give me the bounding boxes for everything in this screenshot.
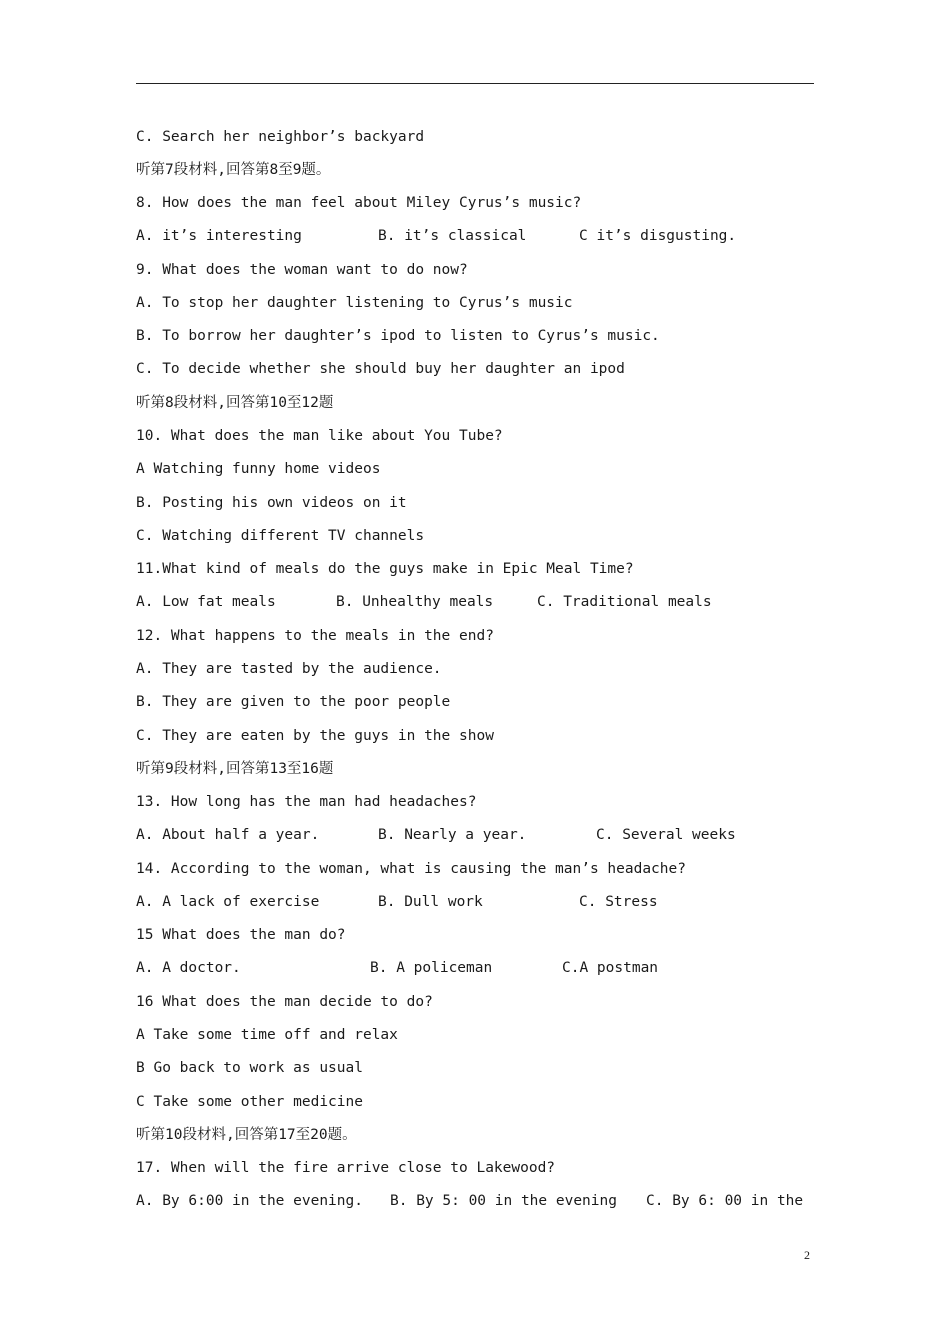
option-10c: C. Watching different TV channels bbox=[136, 528, 425, 544]
option-17a: A. By 6:00 in the evening. bbox=[136, 1193, 363, 1209]
question-16: 16 What does the man decide to do? bbox=[136, 994, 433, 1010]
question-14: 14. According to the woman, what is causing the man’s headache? bbox=[136, 861, 686, 877]
option-14b: B. Dull work bbox=[378, 894, 483, 910]
options-17 bbox=[136, 1191, 816, 1271]
header-rule bbox=[136, 83, 814, 84]
option-12c: C. They are eaten by the guys in the show bbox=[136, 728, 494, 744]
question-11: 11.What kind of meals do the guys make in Epic Meal Time? bbox=[136, 561, 634, 577]
option-16a: A Take some time off and relax bbox=[136, 1027, 398, 1043]
option-9a: A. To stop her daughter listening to Cyrus’s music bbox=[136, 295, 573, 311]
option-8b: B. it’s classical bbox=[378, 228, 527, 244]
option-9c: C. To decide whether she should buy her daughter an ipod bbox=[136, 361, 625, 377]
section-heading-9: 听第9段材料,回答第13至16题 bbox=[136, 761, 334, 777]
option-17c: C. By 6: 00 in the bbox=[646, 1193, 804, 1209]
option-15a: A. A doctor. bbox=[136, 960, 241, 976]
option-11b: B. Unhealthy meals bbox=[336, 594, 494, 610]
option-17b: B. By 5: 00 in the evening bbox=[390, 1193, 617, 1209]
question-12: 12. What happens to the meals in the end? bbox=[136, 628, 494, 644]
section-heading-10: 听第10段材料,回答第17至20题。 bbox=[136, 1127, 357, 1143]
option-15c: C.A postman bbox=[562, 960, 659, 976]
option-9b: B. To borrow her daughter’s ipod to listen to Cyrus’s music. bbox=[136, 328, 660, 344]
section-heading-7: 听第7段材料,回答第8至9题。 bbox=[136, 162, 331, 178]
page-number: 2 bbox=[804, 1248, 810, 1262]
option-13b: B. Nearly a year. bbox=[378, 827, 527, 843]
option-15b: B. A policeman bbox=[370, 960, 493, 976]
option-16b: B Go back to work as usual bbox=[136, 1060, 363, 1076]
option-8a: A. it’s interesting bbox=[136, 228, 302, 244]
option-10b: B. Posting his own videos on it bbox=[136, 495, 407, 511]
option-8c: C it’s disgusting. bbox=[579, 228, 737, 244]
question-9: 9. What does the woman want to do now? bbox=[136, 262, 468, 278]
option-16c: C Take some other medicine bbox=[136, 1094, 363, 1110]
option-13c: C. Several weeks bbox=[596, 827, 736, 843]
question-10: 10. What does the man like about You Tube? bbox=[136, 428, 503, 444]
section-heading-8: 听第8段材料,回答第10至12题 bbox=[136, 395, 334, 411]
option-10a: A Watching funny home videos bbox=[136, 461, 381, 477]
question-15: 15 What does the man do? bbox=[136, 927, 346, 943]
option-14c: C. Stress bbox=[579, 894, 658, 910]
option-14a: A. A lack of exercise bbox=[136, 894, 320, 910]
option-13a: A. About half a year. bbox=[136, 827, 320, 843]
question-13: 13. How long has the man had headaches? bbox=[136, 794, 477, 810]
question-17: 17. When will the fire arrive close to Lakewood? bbox=[136, 1160, 556, 1176]
question-8: 8. How does the man feel about Miley Cyrus’s music? bbox=[136, 195, 582, 211]
option-7c: C. Search her neighbor’s backyard bbox=[136, 129, 425, 145]
option-11a: A. Low fat meals bbox=[136, 594, 276, 610]
option-11c: C. Traditional meals bbox=[537, 594, 712, 610]
option-12b: B. They are given to the poor people bbox=[136, 694, 451, 710]
option-12a: A. They are tasted by the audience. bbox=[136, 661, 442, 677]
